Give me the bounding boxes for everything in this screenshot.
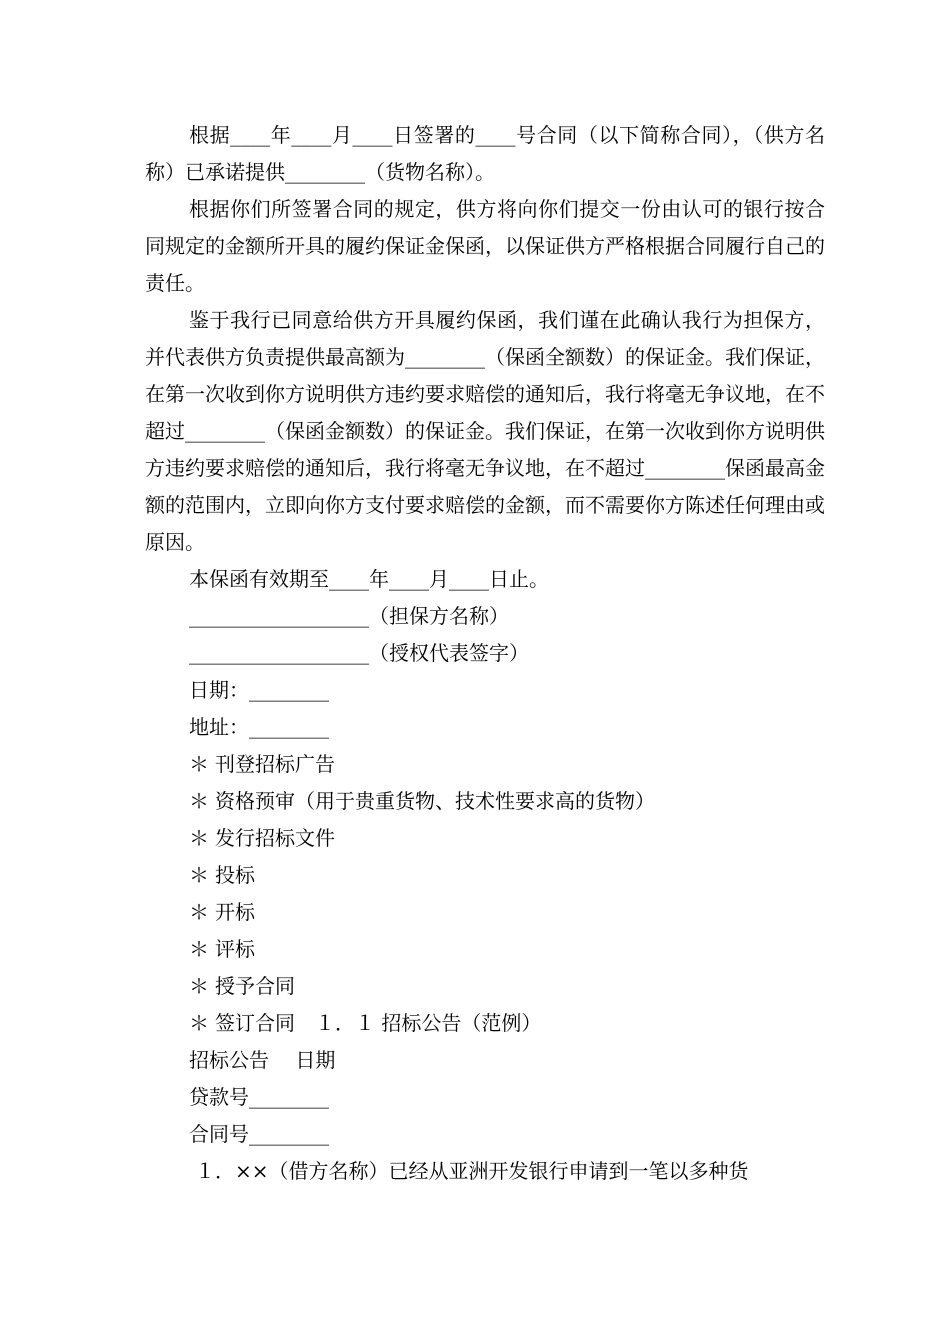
paragraph-guarantee-terms: 鉴于我行已同意给供方开具履约保函，我们谨在此确认我行为担保方，并代表供方负责提供最高额为________（保函全额数）的保证金。我们保证，在第一次收到你方说明供方违约要求赔偿的通知后，我行将毫无争议地，在不超过________（保函金额数）的保证金。我们保证，在第一次收到你方说明供方违约要求赔偿的通知后，我行将毫无争议地，在不超过________保函最高金额的范围内，立即向你方支付要求赔偿的金额，而不需要你方陈述任何理由或原因。 bbox=[145, 308, 825, 554]
contract-number-line: 合同号________ bbox=[189, 1122, 329, 1146]
loan-number-line: 贷款号________ bbox=[189, 1085, 329, 1109]
bullet-star-icon: ＊ bbox=[189, 974, 209, 998]
list-item bbox=[189, 894, 825, 931]
list-item bbox=[189, 1005, 825, 1042]
document-body bbox=[145, 117, 825, 1190]
step-label: 发行招标文件 bbox=[215, 826, 335, 850]
list-item bbox=[189, 968, 825, 1005]
step-label: 评标 bbox=[215, 937, 255, 961]
list-item bbox=[189, 931, 825, 968]
notice-header: 招标公告 日期 bbox=[189, 1048, 336, 1072]
list-item bbox=[189, 857, 825, 894]
validity-period: 本保函有效期至____年____月____日止。 bbox=[189, 567, 549, 591]
list-item bbox=[189, 746, 825, 783]
step-label: 资格预审（用于贵重货物、技术性要求高的货物） bbox=[215, 789, 655, 813]
list-item bbox=[189, 820, 825, 857]
signature-line: __________________（授权代表签字） bbox=[189, 641, 529, 665]
bullet-star-icon: ＊ bbox=[189, 937, 209, 961]
notice-item-1: １．××（借方名称）已经从亚洲开发银行申请到一笔以多种货 bbox=[195, 1159, 749, 1183]
bullet-star-icon: ＊ bbox=[189, 752, 209, 776]
address-line: 地址：________ bbox=[189, 715, 329, 739]
step-label: 刊登招标广告 bbox=[215, 752, 335, 776]
paragraph-contract-reference: 根据____年____月____日签署的____号合同（以下简称合同），（供方名称）已承诺提供________（货物名称）。 bbox=[145, 123, 825, 184]
bullet-star-icon: ＊ bbox=[189, 789, 209, 813]
list-item bbox=[189, 783, 825, 820]
bullet-star-icon: ＊ bbox=[189, 826, 209, 850]
step-label: 投标 bbox=[215, 863, 255, 887]
paragraph-guarantee-purpose: 根据你们所签署合同的规定，供方将向你们提交一份由认可的银行按合同规定的金额所开具的履约保证金保函，以保证供方严格根据合同履行自己的责任。 bbox=[145, 197, 825, 295]
bullet-star-icon: ＊ bbox=[189, 900, 209, 924]
step-label: 签订合同 １．１ 招标公告（范例） bbox=[215, 1011, 542, 1035]
step-label: 授予合同 bbox=[215, 974, 295, 998]
step-label: 开标 bbox=[215, 900, 255, 924]
bullet-star-icon: ＊ bbox=[189, 1011, 209, 1035]
date-line: 日期：________ bbox=[189, 678, 329, 702]
bullet-star-icon: ＊ bbox=[189, 863, 209, 887]
guarantor-name-line: __________________（担保方名称） bbox=[189, 604, 509, 628]
